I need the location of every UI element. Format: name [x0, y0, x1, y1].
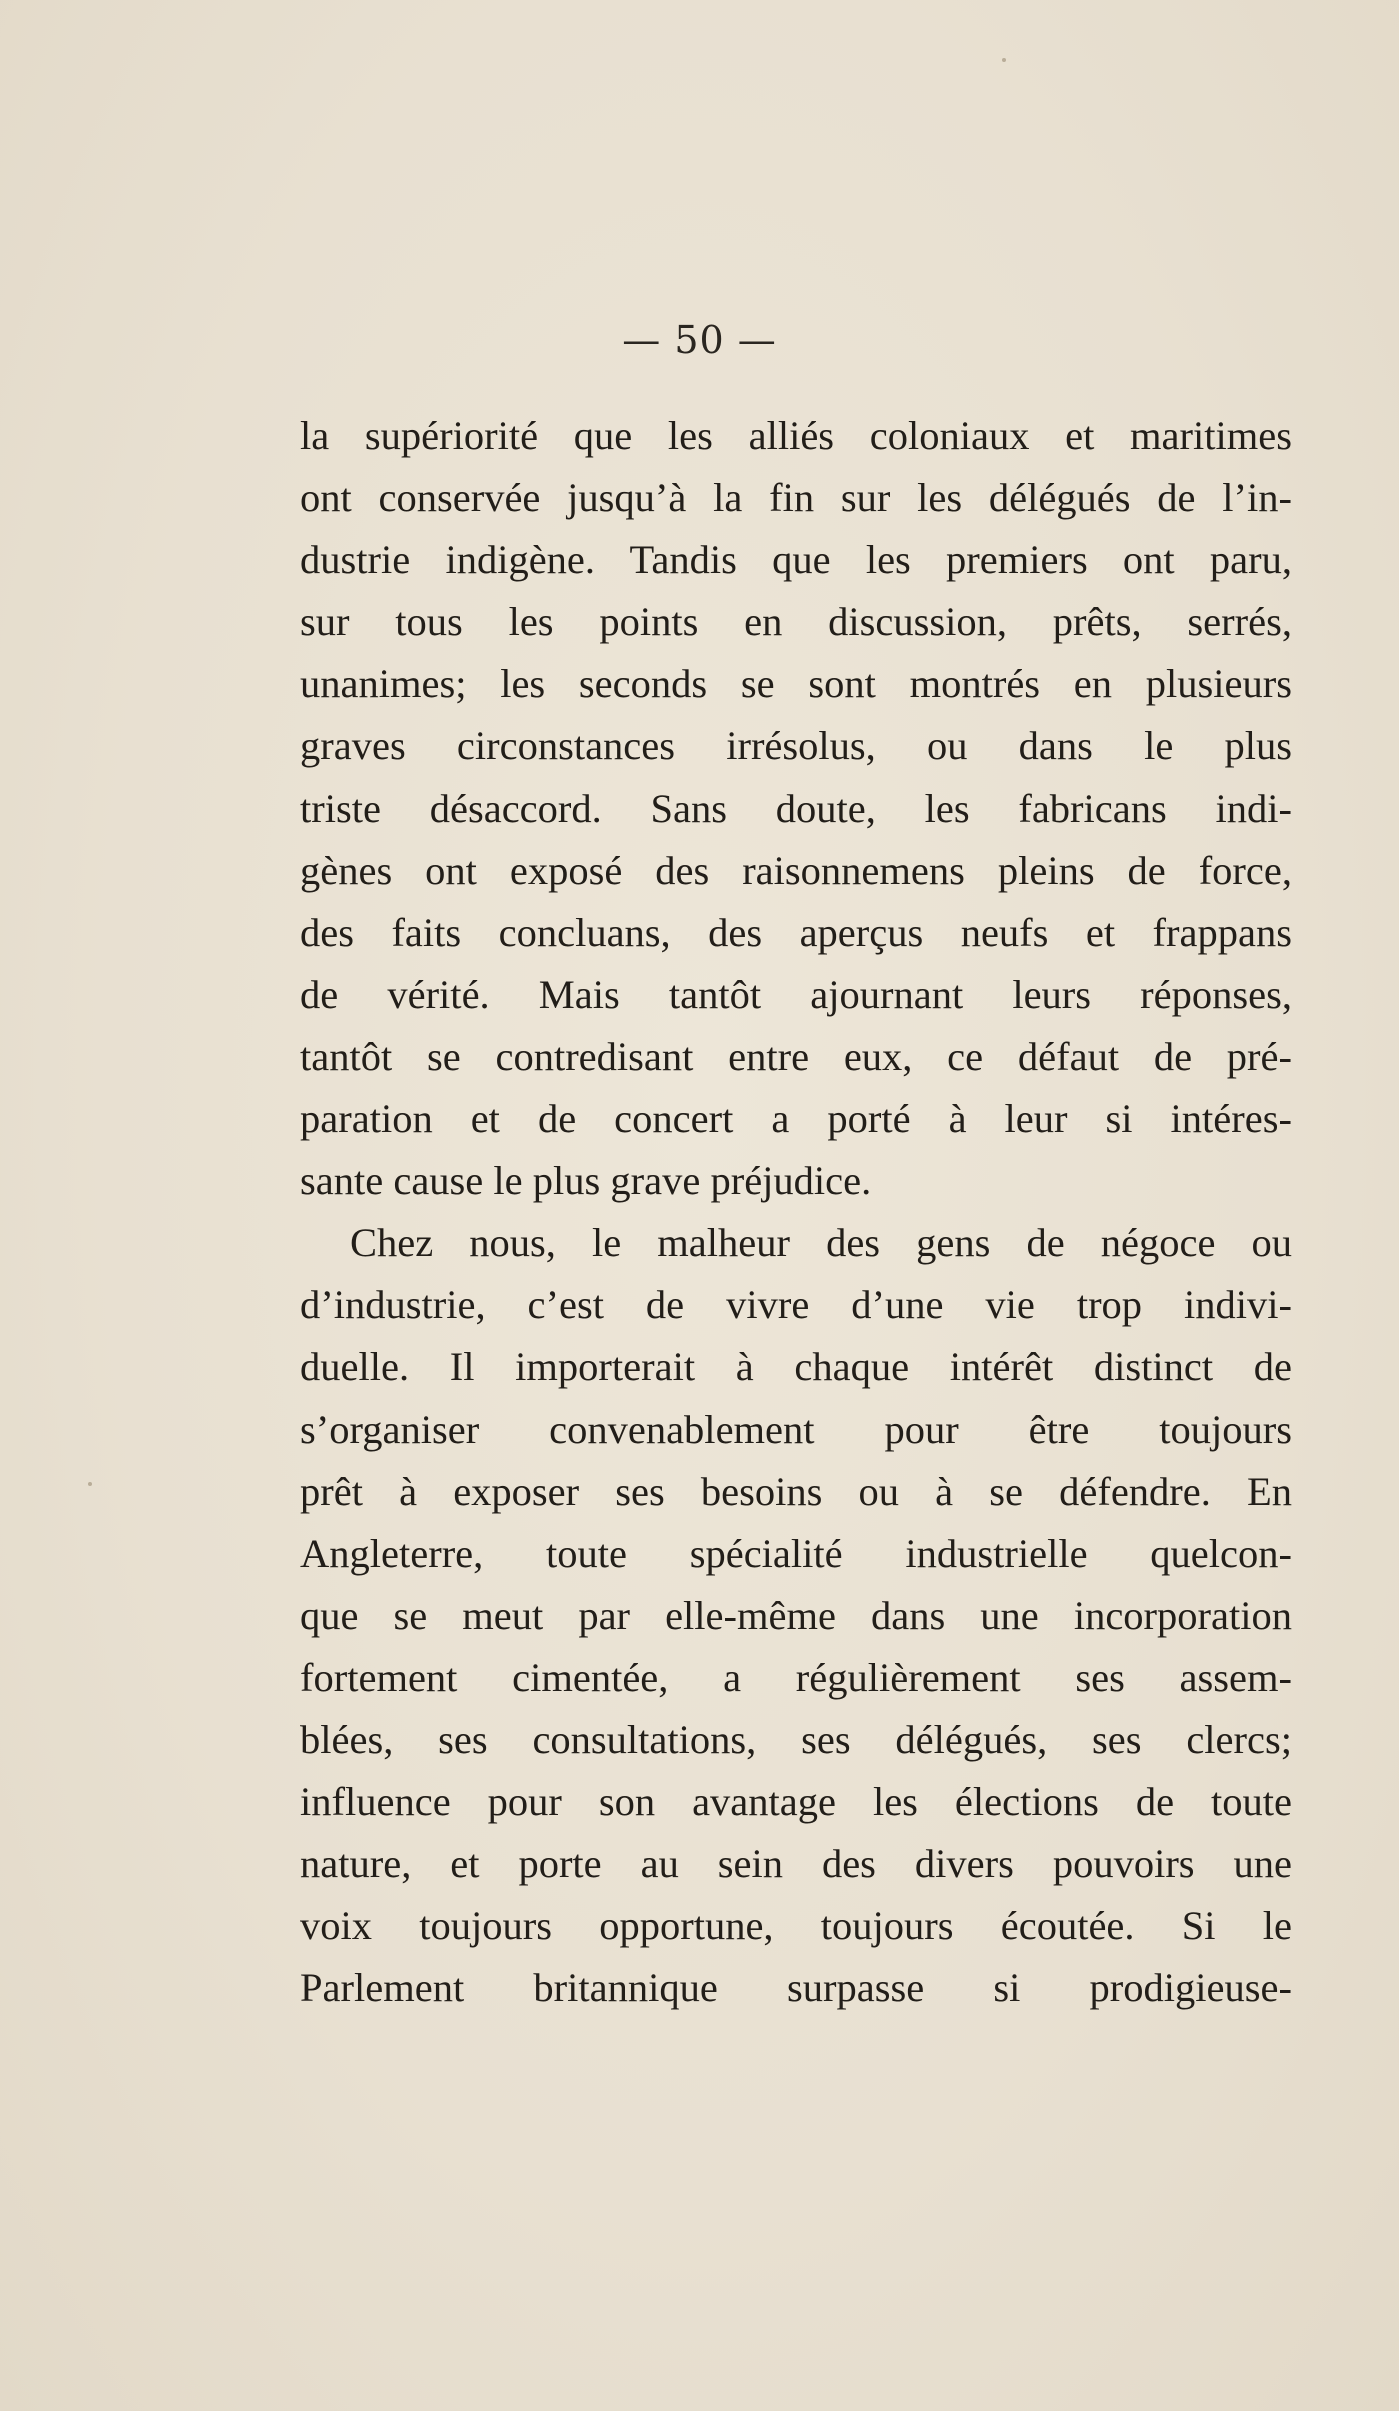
text-line: de vérité. Mais tantôt ajournant leurs réponses, — [300, 971, 1292, 1017]
text-line: Parlement britannique surpasse si prodigieuse- — [300, 1965, 1292, 2011]
text-line: dustrie indigène. Tandis que les premiers ont paru, — [300, 537, 1292, 583]
text-line: s’organiser convenablement pour être toujours — [300, 1406, 1292, 1452]
paper-speck — [88, 1482, 92, 1486]
text-line: sur tous les points en discussion, prêts, serrés, — [300, 599, 1292, 645]
text-line: influence pour son avantage les élections de toute — [300, 1779, 1292, 1825]
paper-speck — [1002, 58, 1006, 62]
text-line: d’industrie, c’est de vivre d’une vie trop indivi- — [300, 1282, 1292, 1328]
text-line: triste désaccord. Sans doute, les fabricans indi- — [300, 785, 1292, 831]
text-line: gènes ont exposé des raisonnemens pleins de force, — [300, 847, 1292, 893]
text-line: blées, ses consultations, ses délégués, ses clercs; — [300, 1716, 1292, 1762]
text-line: prêt à exposer ses besoins ou à se défendre. En — [300, 1468, 1292, 1514]
text-line: ont conservée jusqu’à la fin sur les délégués de l’in- — [300, 475, 1292, 521]
text-line: paration et de concert a porté à leur si intéres- — [300, 1096, 1292, 1142]
text-line: graves circonstances irrésolus, ou dans le plus — [300, 723, 1292, 769]
text-line: Angleterre, toute spécialité industrielle quelcon- — [300, 1530, 1292, 1576]
text-line: tantôt se contredisant entre eux, ce défaut de pré- — [300, 1033, 1292, 1079]
page-number: — 50 — — [622, 318, 777, 362]
text-line: duelle. Il importerait à chaque intérêt distinct de — [300, 1344, 1292, 1390]
text-line: Chez nous, le malheur des gens de négoce ou — [350, 1220, 1292, 1266]
text-line: fortement cimentée, a régulièrement ses assem- — [300, 1654, 1292, 1700]
text-line: des faits concluans, des aperçus neufs et frappans — [300, 909, 1292, 955]
text-line: nature, et porte au sein des divers pouvoirs une — [300, 1841, 1292, 1887]
text-line: unanimes; les seconds se sont montrés en plusieurs — [300, 661, 1292, 707]
text-line: la supériorité que les alliés coloniaux et maritimes — [300, 413, 1292, 458]
text-line: que se meut par elle-même dans une incorporation — [300, 1592, 1292, 1638]
text-line: sante cause le plus grave préjudice. — [300, 1158, 872, 1204]
text-line: voix toujours opportune, toujours écoutée. Si le — [300, 1903, 1292, 1949]
body-text — [300, 405, 1292, 2019]
